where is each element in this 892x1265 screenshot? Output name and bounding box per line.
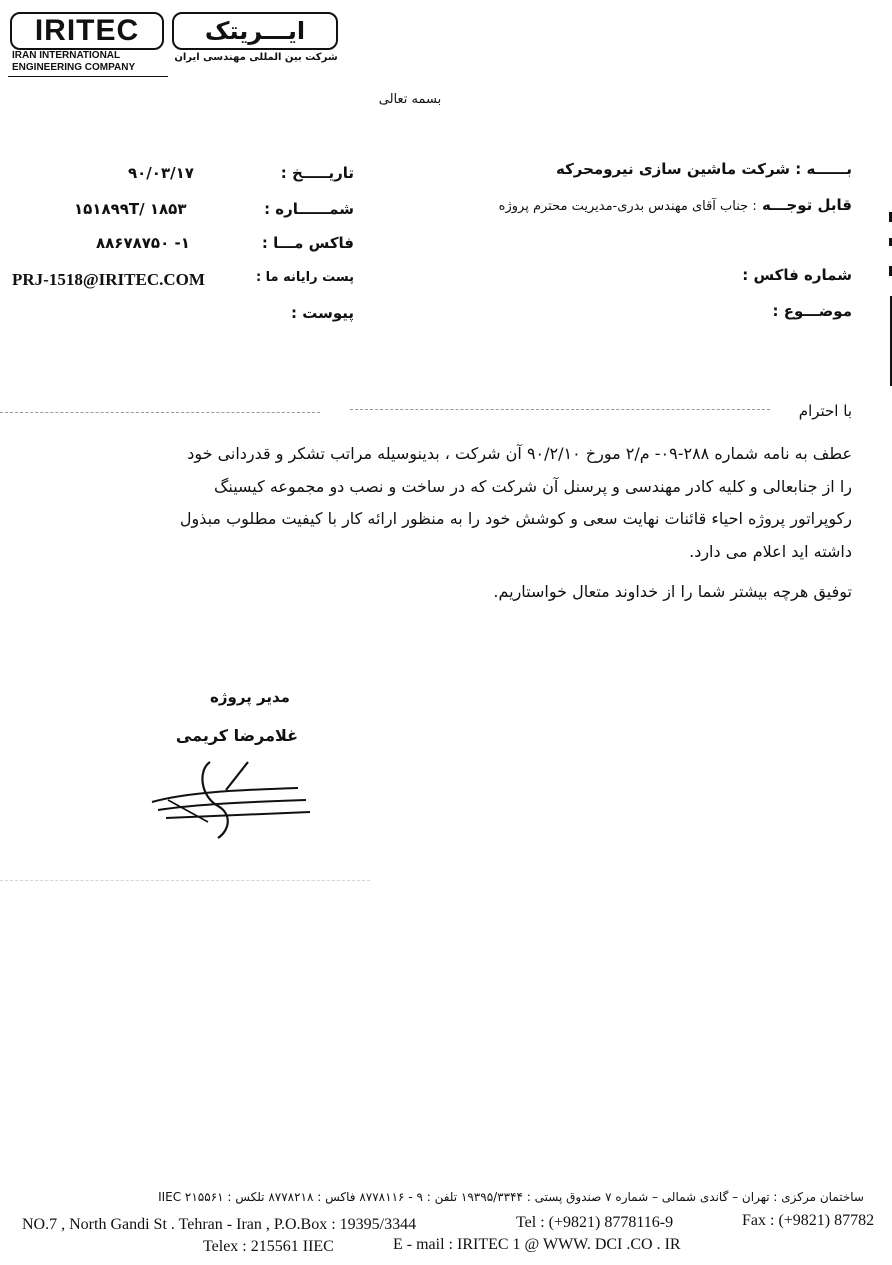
letter-body [22,438,852,568]
footer-tel: Tel : (+9821) 8778116-9 [516,1214,674,1231]
subject-label: موضـــوع : [772,302,852,320]
to-label: بــــــه [806,160,852,178]
handwritten-signature [148,756,318,846]
body-line: داشته اید اعلام می دارد. [689,541,852,561]
fax-number-label: شماره فاکس : [742,266,852,284]
attention-value: : جناب آقای مهندس بدری-مدیریت محترم پروژه [498,199,757,214]
footer-telex: Telex : 215561 IIEC [203,1238,334,1255]
scan-dotted-line [0,412,320,413]
logo-subtitle-english [12,50,172,74]
to-value: : شرکت ماشین سازی نیرومحرکه [555,160,802,178]
signatory-name: غلامرضا کریمی [175,726,299,745]
attention-field [499,196,852,214]
logo-divider [8,76,168,77]
email-label: پست رایانه ما : [255,270,354,285]
footer-fax: Fax : (+9821) 87782 [742,1212,875,1229]
body-line: رکوپراتور پروژه احیاء قائنات نهایت سعی و کوشش خود را به منظور ارائه کار با کیفیت مطلوب مبذول [179,509,852,528]
footer-email: E - mail : IRITEC 1 @ WWW. DCI .CO . IR [393,1236,681,1253]
email-value: PRJ-1518@IRITEC.COM [12,270,205,289]
logo-subtitle-persian: شرکت بین المللی مهندسی ایران [174,52,338,63]
footer-address-persian: ساختمان مرکزی : تهران – گاندی شمالی – شماره ۷ صندوق پستی : ۱۹۳۹۵/۳۳۴۴ تلفن : ۹ - ۸۷۷۸۱۱۶ فاکس : ۸۷۷۸۲۱۸ تلکس : IIEC ۲۱۵۵۶۱ [158,1190,864,1204]
scan-dotted-line [0,880,370,881]
number-value: ۱۵۱۸۹۹T/ ۱۸۵۳ [74,200,187,218]
our-fax-value: ۸۸۶۷۸۷۵۰ -۱ [96,234,190,252]
to-field [556,160,852,178]
scan-dotted-line [350,409,770,410]
date-label: تاریـــــخ : [280,164,354,182]
logo-persian: ایـــریتک [172,12,338,50]
logo-subtitle-line2: ENGINEERING COMPANY [12,62,136,73]
attachment-label: پیوست : [290,304,354,322]
footer-address-english: NO.7 , North Gandi St . Tehran - Iran , P.O.Box : 19395/3344 [22,1216,417,1233]
our-fax-label: فاکس مـــا : [261,234,354,252]
date-value: ۹۰/۰۳/۱۷ [128,164,194,182]
logo-english: IRITEC [10,12,164,50]
number-label: شمــــــاره : [264,200,354,218]
signatory-title: مدیر پروژه [210,688,290,706]
body-line: عطف به نامه شماره ۲۸۸-۰۹- م/۲ مورخ ۹۰/۲/۱۰ آن شرکت ، بدینوسیله مراتب تشکر و قدردانی خود [187,444,852,463]
attention-label: قابل توجـــه [761,196,852,214]
basmala-heading: بسمه تعالی [378,92,442,107]
body-line: را از جنابعالی و کلیه کادر مهندسی و پرسنل آن شرکت که در ساخت و نصب دو مجموعه کیسینگ [214,476,852,496]
logo-subtitle-line1: IRAN INTERNATIONAL [12,50,121,61]
closing-line: توفیق هرچه بیشتر شما را از خداوند متعال خواستاریم. [493,582,852,601]
greeting: با احترام [798,402,852,420]
